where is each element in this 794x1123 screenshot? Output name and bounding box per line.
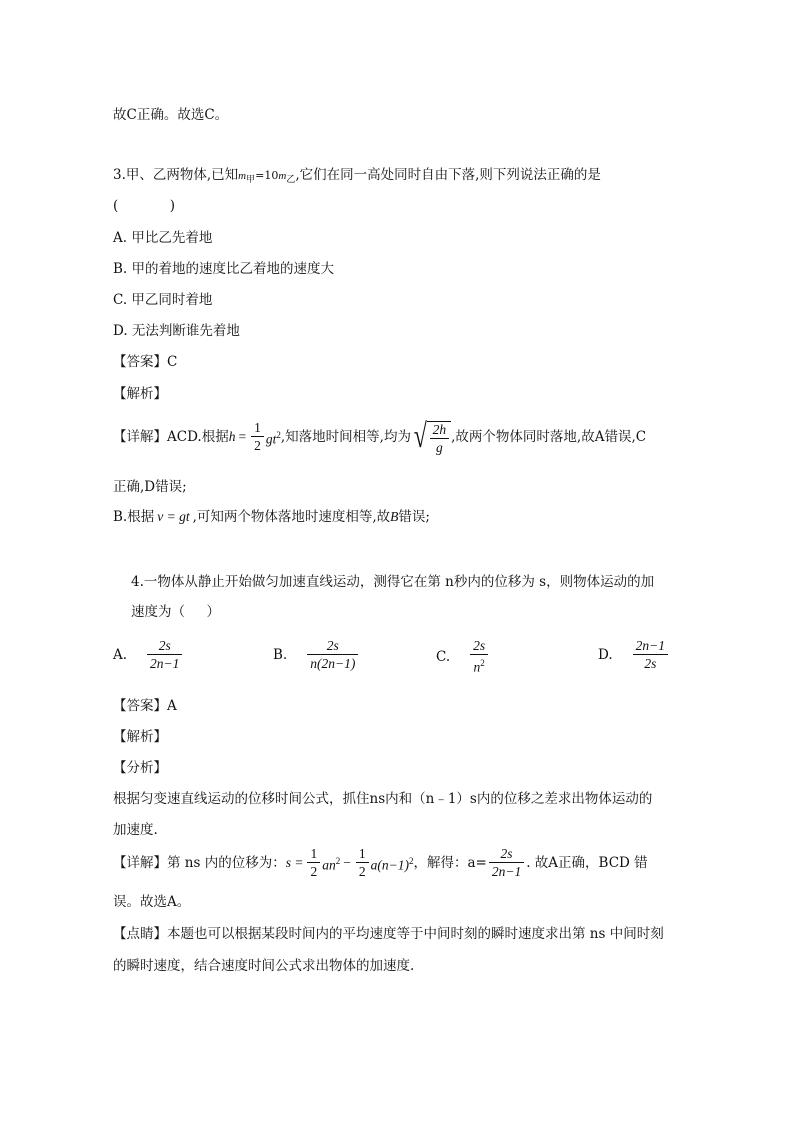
q4-option-b-fraction: $\frac{2s}{n(2n-1)}$ [307, 638, 358, 672]
option-b-italic: B [390, 509, 399, 524]
a-n-squared: $an^2$ [322, 855, 341, 873]
q4-option-a-fraction: $\frac{2s}{2n-1}$ [147, 638, 182, 672]
q3-stem [113, 166, 601, 188]
fraction-one-half-b: $\frac{1}{2}$ [356, 846, 369, 880]
q3-detail-line2: 正确,D错误; [113, 479, 187, 495]
gt-squared: $gt^2$ [265, 429, 281, 447]
q3-detail-mid: ,知落地时间相等,均为 [280, 429, 411, 445]
q4-analysis-label: 【解析】 [113, 729, 167, 745]
q4-option-b: B. $\frac{2s}{n(2n-1)}$ [273, 638, 360, 672]
q3-blank-paren: ( ) [113, 198, 176, 214]
q4-answer: 【答案】A [113, 698, 177, 714]
q4-fenxi-label: 【分析】 [113, 760, 167, 776]
q4-option-d-fraction: $\frac{2n-1}{2s}$ [633, 638, 668, 672]
equals-ten: =10 [255, 169, 279, 182]
previous-answer-ending: 故C正确。故选C。 [113, 107, 229, 123]
q4-stem-line1: 4.一物体从静止开始做匀加速直线运动，测得它在第 n秒内的位移为 s，则物体运动的加 [131, 574, 655, 590]
q3-detail-b: B.根据 v = gt ,可知两个物体落地时速度相等,故B错误; [113, 509, 430, 525]
m-jia: $m_甲$ [238, 170, 256, 185]
minus-sign: − [343, 855, 351, 870]
v-equals-gt: v = gt [157, 509, 190, 524]
q3-option-d: D. 无法判断谁先着地 [113, 323, 240, 339]
m-yi: $m_乙$ [278, 170, 296, 185]
q4-detail-mid: ，解得：a= [413, 855, 487, 871]
q4-option-d: D. $\frac{2n-1}{2s}$ [598, 638, 670, 672]
q4-option-c-fraction: $\frac{2s}{n^2}$ [470, 638, 488, 676]
q3-answer: 【答案】C [113, 354, 178, 370]
q4-dianjing-line2: 的瞬时速度，结合速度时间公式求出物体的加速度. [113, 958, 415, 974]
q4-detail-line2: 误。故选A。 [113, 894, 191, 910]
result-fraction: $\frac{2s}{2n-1}$ [489, 846, 524, 880]
q4-fenxi-line1: 根据匀变速直线运动的位移时间公式，抓住ns内和（n﹣1）s内的位移之差求出物体运动的 [113, 791, 653, 807]
fraction-one-half: $\frac{1}{2}$ [251, 420, 264, 454]
q4-detail-end: . 故A正确，BCD 错 [526, 855, 648, 871]
equals-sign: = [238, 429, 247, 444]
q4-option-c: C. $\frac{2s}{n^2}$ [436, 638, 490, 676]
q3-stem-prefix: 3.甲、乙两物体,已知 [113, 167, 239, 183]
q4-dianjing-line1: 【点睛】本题也可以根据某段时间内的平均速度等于中间时刻的瞬时速度求出第 ns 中间时刻 [113, 926, 664, 942]
q3-stem-suffix: ,它们在同一高处同时自由下落,则下列说法正确的是 [295, 167, 601, 183]
fraction-one-half-a: $\frac{1}{2}$ [307, 846, 320, 880]
s-equals: s = [285, 855, 304, 870]
a-n-minus-one-squared: $a(n-1)^2$ [370, 855, 414, 873]
q3-option-c: C. 甲乙同时着地 [113, 292, 213, 308]
q3-analysis-label: 【解析】 [113, 386, 167, 402]
q3-detail-end: ,故两个物体同时落地,故A错误,C [451, 429, 647, 445]
sqrt-2h-over-g: √ $\frac{2h}{g}$ [411, 418, 451, 456]
q3-detail-prefix: 【详解】ACD.根据 [113, 429, 229, 445]
q3-option-b: B. 甲的着地的速度比乙着地的速度大 [113, 261, 335, 277]
q4-fenxi-line2: 加速度. [113, 822, 158, 838]
q4-option-a: A. $\frac{2s}{2n-1}$ [113, 638, 184, 672]
var-h: h [228, 429, 236, 444]
q3-detail-line1 [113, 418, 646, 456]
q3-option-a: A. 甲比乙先着地 [113, 230, 213, 246]
q4-stem-line2: 速度为（ ） [131, 604, 220, 620]
q4-detail-line1 [113, 846, 648, 880]
q4-detail-prefix: 【详解】第 ns 内的位移为： [113, 855, 286, 871]
